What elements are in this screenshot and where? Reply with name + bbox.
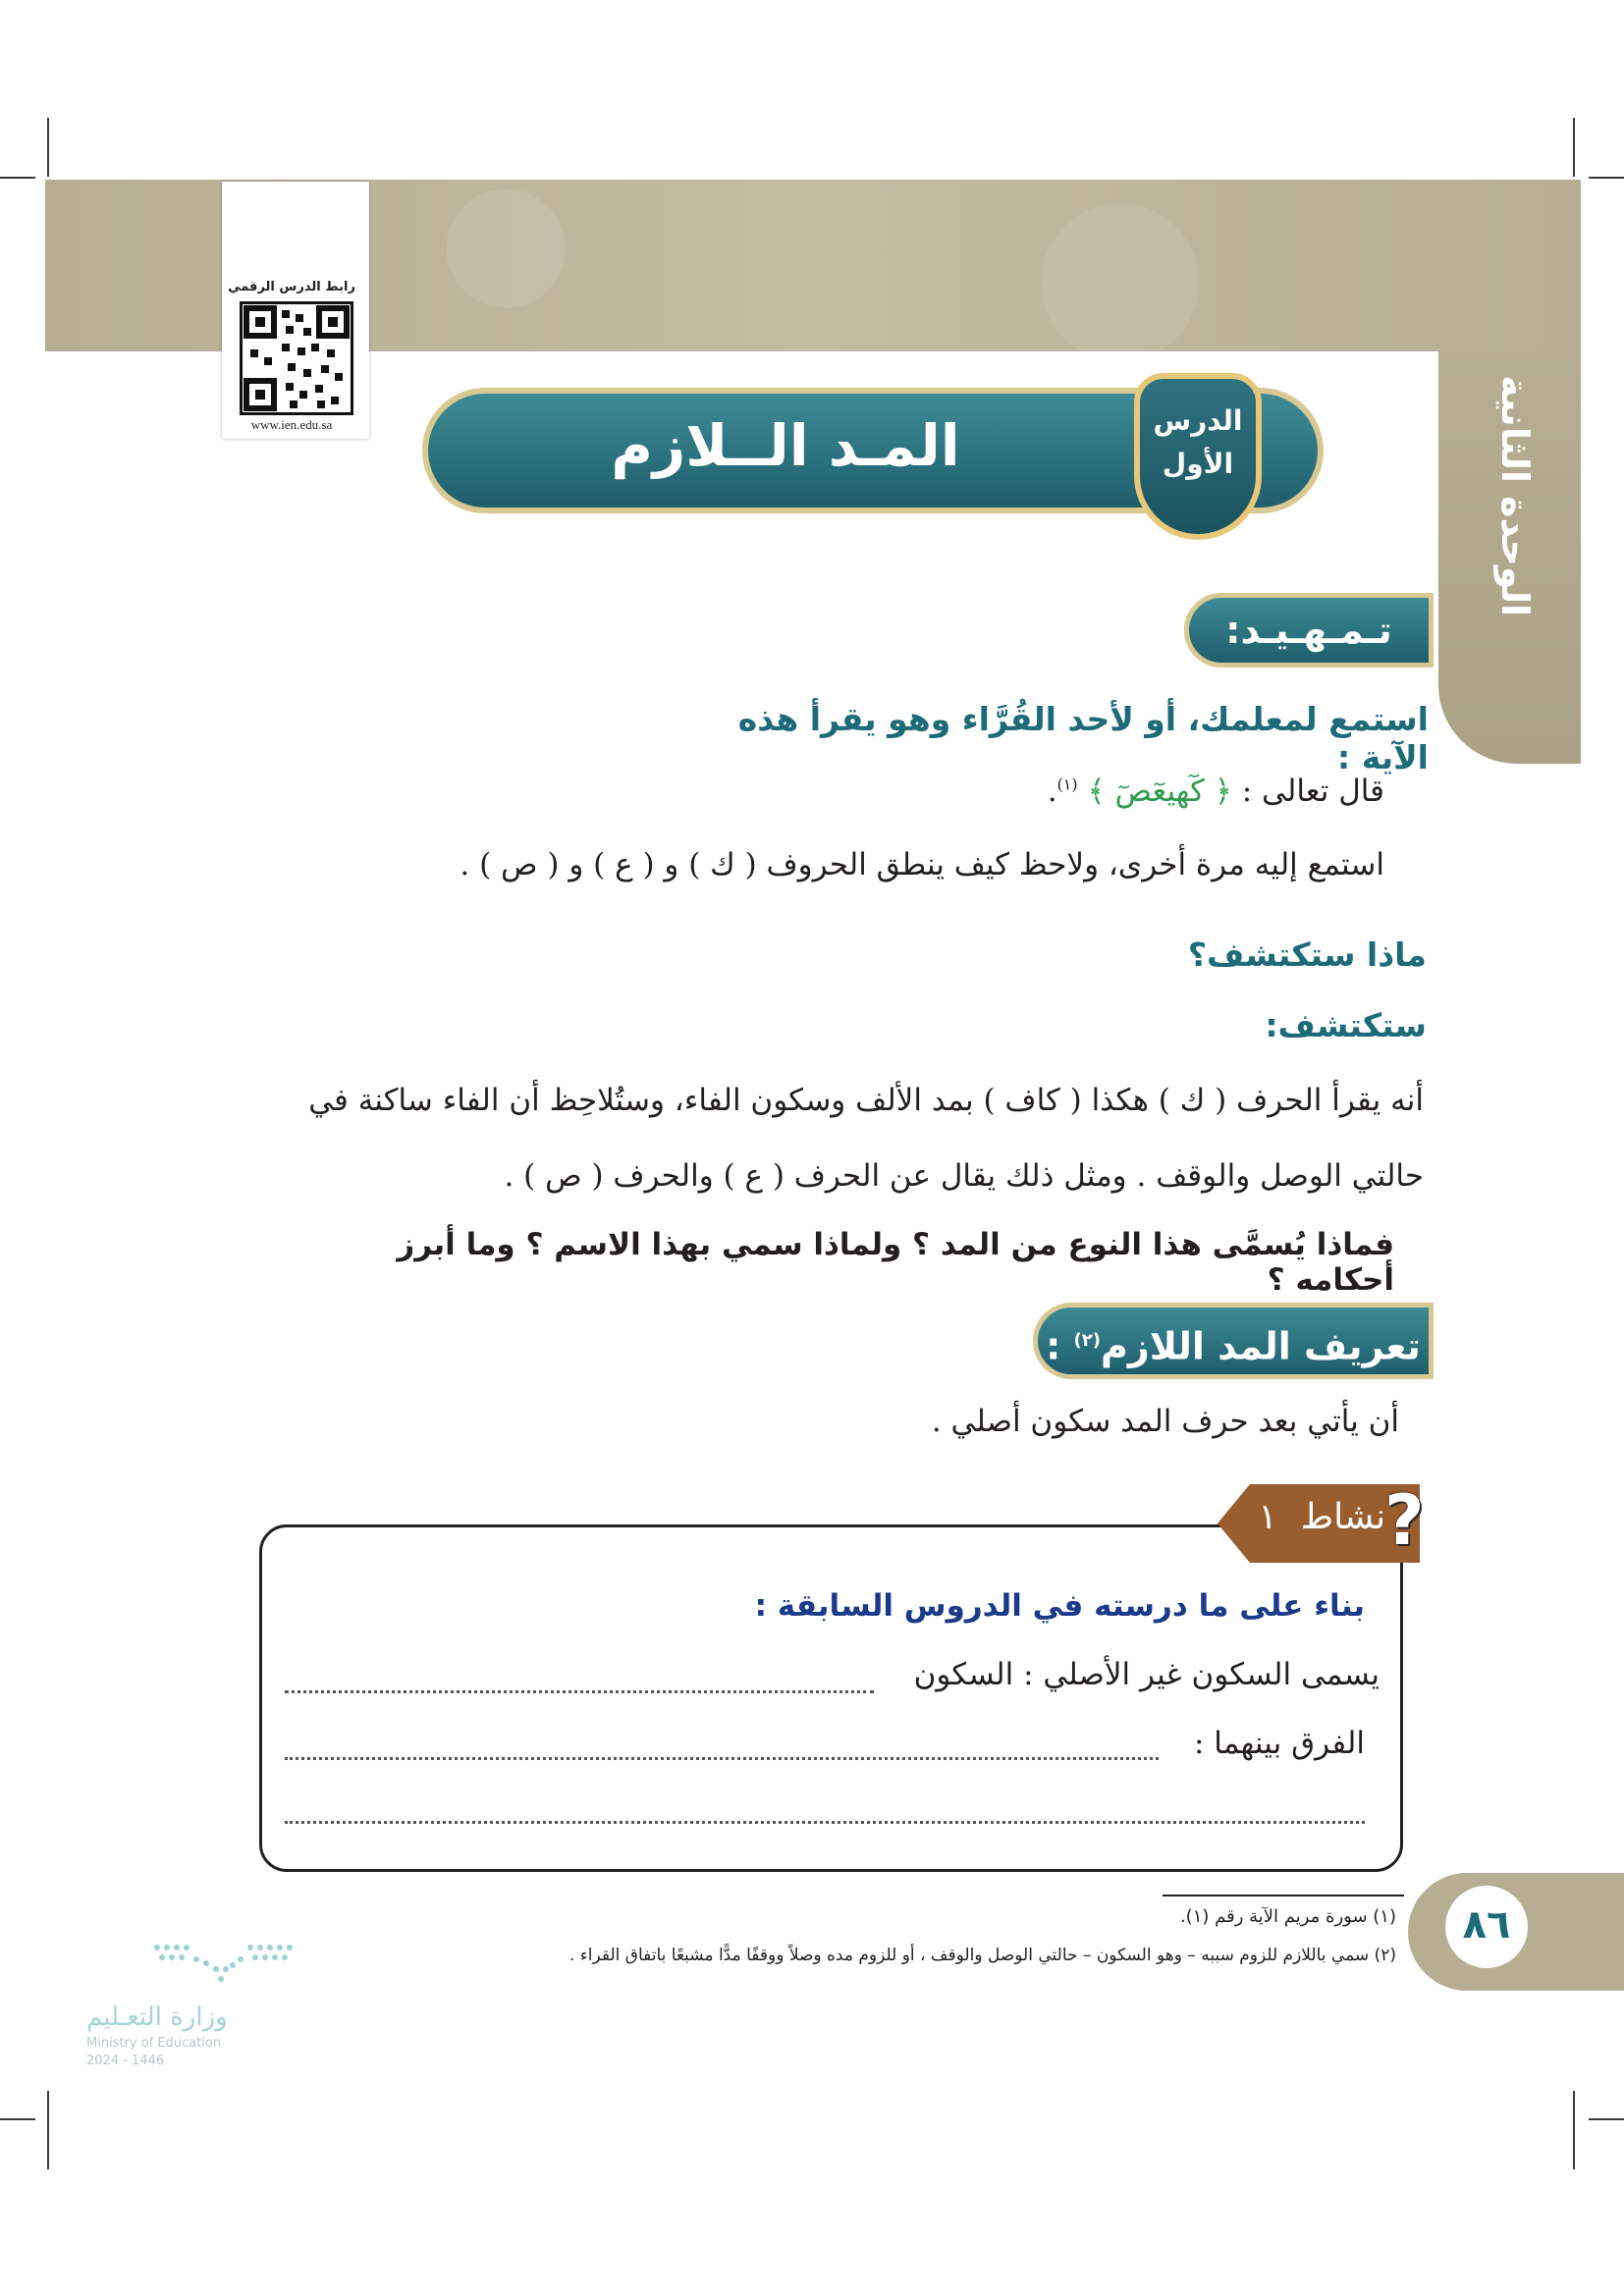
activity-label: نشاط (1300, 1497, 1386, 1537)
crop-mark (0, 2118, 35, 2120)
crop-mark (1573, 118, 1575, 177)
definition-text: أن يأتي بعد حرف المد سكون أصلي . (931, 1404, 1399, 1439)
activity-box (259, 1524, 1403, 1872)
lesson-title: المـد الــلازم (611, 412, 960, 479)
crop-mark (47, 2091, 49, 2169)
intro-question: فماذا يُسمَّى هذا النوع من المد ؟ ولماذا سمي بهذا الاسم ؟ وما أبرز أحكامه ؟ (397, 1227, 1394, 1298)
definition-heading-tab (1033, 1303, 1434, 1379)
crop-mark (1573, 2091, 1575, 2169)
lesson-badge-line2: الأول (1162, 448, 1234, 480)
footnote-divider (1163, 1895, 1404, 1896)
ministry-name-en: Ministry of Education (86, 2036, 222, 2051)
answer-line-3[interactable] (285, 1821, 1365, 1824)
definition-colon: : (1046, 1324, 1061, 1368)
what-discover-heading: ماذا ستكتشف؟ (1187, 935, 1427, 974)
intro-heading: تـمـهـيـد: (1184, 593, 1434, 667)
qr-label: رابط الدرس الرقمي (228, 280, 355, 294)
activity-line1-label: يسمى السكون غير الأصلي : السكون (913, 1657, 1380, 1692)
activity-prompt: بناء على ما درسته في الدروس السابقة : (754, 1588, 1365, 1624)
listen-again-text: استمع إليه مرة أخرى، ولاحظ كيف ينطق الحروف ( ك ) و ( ع ) و ( ص ) . (460, 847, 1384, 882)
definition-note: (٢) (1073, 1330, 1101, 1351)
ministry-year: 2024 - 1446 (86, 2054, 165, 2068)
crop-mark (0, 177, 35, 179)
discover-line2: حالتي الوصل والوقف . ومثل ذلك يقال عن الحرف ( ع ) والحرف ( ص ) . (504, 1158, 1424, 1194)
crop-mark (1589, 2118, 1624, 2120)
answer-line-2[interactable] (285, 1757, 1159, 1760)
footnote-2: (٢) سمي باللازم للزوم سببه – وهو السكون – حالتي الوصل والوقف ، أو للزوم مده وصلاً ووقفًا مدًّا مشبعًا باتفاق القراء . (568, 1946, 1396, 1965)
page-number: ٨٦ (1462, 1902, 1511, 1948)
qr-url[interactable]: www.ien.edu.sa (250, 417, 333, 432)
discover-heading: ستكتشف: (1265, 1006, 1427, 1044)
activity-line2-label: الفرق بينهما : (1193, 1726, 1365, 1761)
verse-prefix: قال تعالى : (1241, 774, 1384, 809)
footnote-1: (١) سورة مريم الآية رقم (١). (1179, 1906, 1396, 1927)
crop-mark (47, 118, 49, 177)
activity-number: ١ (1258, 1497, 1277, 1537)
question-mark-icon: ? (1384, 1480, 1425, 1561)
verse-end: . (1047, 774, 1057, 809)
lesson-badge-line1: الدرس (1153, 404, 1243, 437)
qr-code-icon (243, 304, 351, 412)
definition-heading: تعريف المد اللازم (1100, 1324, 1421, 1368)
ministry-name-ar: وزارة التعـليم (86, 2002, 228, 2032)
verse-line (687, 774, 1384, 809)
answer-line-1[interactable] (285, 1690, 874, 1693)
crop-mark (1589, 177, 1624, 179)
verse-note: (١) (1056, 774, 1078, 794)
discover-line1: أنه يقرأ الحرف ( ك ) هكذا ( كاف ) بمد الألف وسكون الفاء، وستُلاحِظ أن الفاء ساكنة في (308, 1083, 1424, 1118)
verse-text: ﴿ كٓهيعٓصٓ ﴾ (1087, 774, 1232, 809)
ministry-logo-icon (152, 1940, 295, 1989)
intro-instruction: استمع لمعلمك، أو لأحد القُرَّاء وهو يقرأ هذه الآية : (737, 700, 1429, 776)
qr-code[interactable] (240, 301, 353, 415)
unit-label: الوحدة الثانية (1493, 374, 1537, 617)
